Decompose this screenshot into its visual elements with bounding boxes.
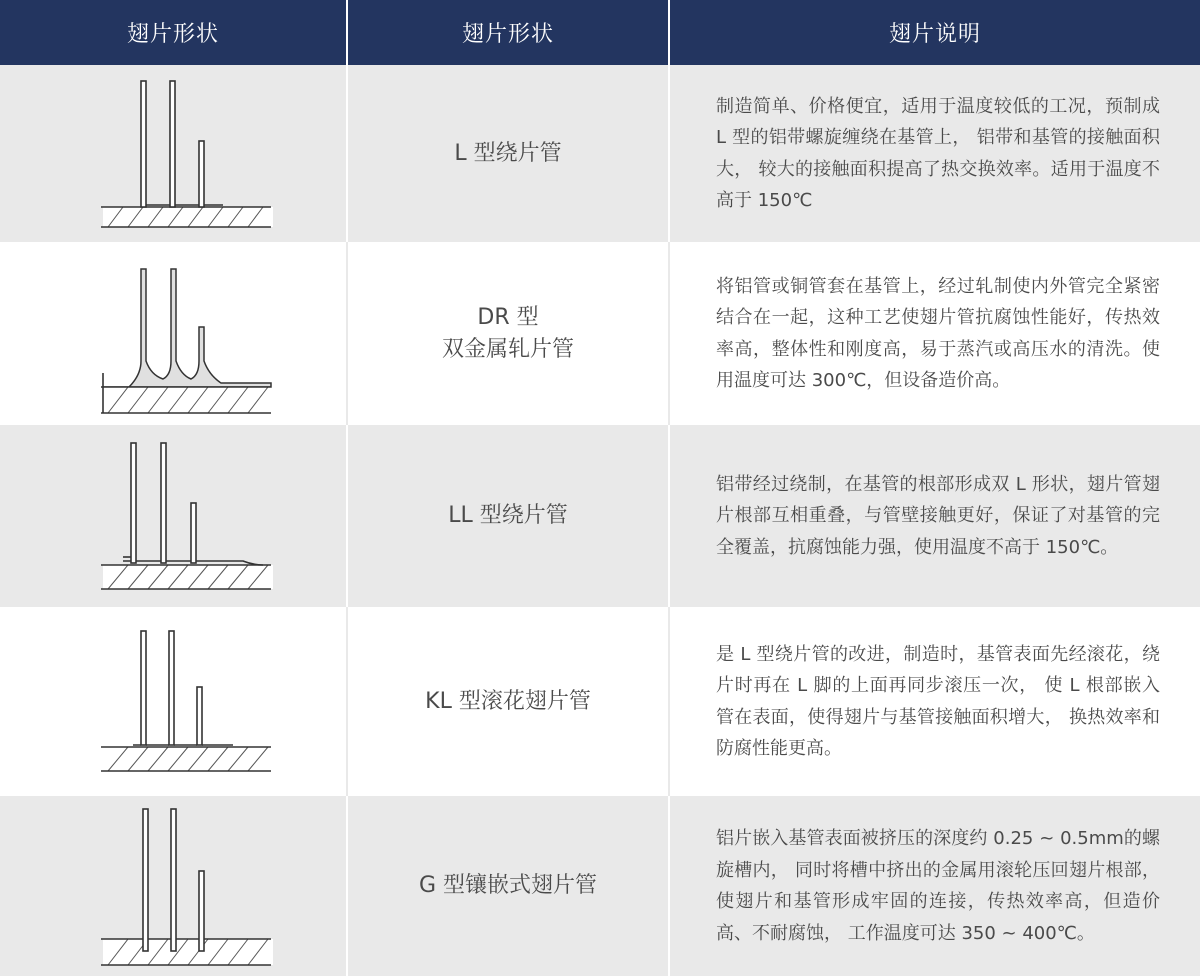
fin-name-cell — [348, 425, 670, 607]
fin-description-text: 铝片嵌入基管表面被挤压的深度约 0.25 ~ 0.5mm的螺旋槽内， 同时将槽中挤出的金属用滚轮压回翅片根部，使翅片和基管形成牢固的连接，传热效率高，但造价高、不耐腐蚀， 工作温度可达 350 ~ 400℃。 — [716, 828, 1160, 944]
fin-type-name: LL 型绕片管 — [448, 503, 568, 528]
kl-fin-diagram — [73, 617, 273, 787]
fin-diagram-cell — [0, 65, 348, 242]
fin-diagram-cell — [0, 425, 348, 607]
header-fin-shape-name: 翅片形状 — [348, 0, 670, 65]
header-fin-description: 翅片说明 — [888, 22, 981, 47]
table-header — [0, 0, 1200, 65]
fin-description-text: 是 L 型绕片管的改进，制造时，基管表面先经滚花，绕片时再在 L 脚的上面再同步滚压一次， 使 L 根部嵌入管在表面，使得翅片与基管接触面积增大， 换热效率和防腐性能更高。 — [716, 643, 1160, 759]
fin-description-text: 铝带经过绕制，在基管的根部形成双 L 形状，翅片管翅片根部互相重叠，与管壁接触更好，保证了对基管的完全覆盖，抗腐蚀能力强，使用温度不高于 150℃。 — [716, 473, 1160, 558]
fin-diagram-cell — [0, 796, 348, 976]
fin-description-cell — [670, 65, 1200, 242]
fin-description-cell — [670, 796, 1200, 976]
fin-type-subname: 双金属轧片管 — [441, 336, 574, 362]
fin-type-name: G 型镶嵌式翅片管 — [418, 873, 598, 898]
l-fin-diagram — [73, 69, 273, 239]
ll-fin-diagram — [73, 431, 273, 601]
fin-name-cell — [348, 607, 670, 796]
fin-type-name: DR 型 — [477, 304, 539, 330]
fin-description-cell — [670, 242, 1200, 425]
fin-description-cell — [670, 425, 1200, 607]
fin-name-cell — [348, 65, 670, 242]
fin-type-name: KL 型滚花翅片管 — [425, 688, 591, 714]
fin-type-name: L 型绕片管 — [454, 140, 562, 166]
fin-description-cell — [670, 607, 1200, 796]
table-row — [0, 796, 1200, 976]
fin-description-text: 制造简单、价格便宜，适用于温度较低的工况，预制成 L 型的铝带螺旋缠绕在基管上， 铝带和基管的接触面积大， 较大的接触面积提高了热交换效率。适用于温度不高于 150℃ — [716, 95, 1160, 211]
table-row — [0, 425, 1200, 607]
fin-description-text: 将铝管或铜管套在基管上，经过轧制使内外管完全紧密结合在一起，这种工艺使翅片管抗腐蚀性能好，传热效率高，整体性和刚度高，易于蒸汽或高压水的清洗。使用温度可达 300℃，但设备造价高。 — [716, 275, 1160, 391]
table-row — [0, 607, 1200, 796]
dr-fin-diagram — [73, 249, 273, 419]
table-row — [0, 65, 1200, 242]
fin-diagram-cell — [0, 607, 348, 796]
fin-name-cell — [348, 796, 670, 976]
table-row — [0, 242, 1200, 425]
fin-diagram-cell — [0, 242, 348, 425]
fin-name-cell — [348, 242, 670, 425]
g-fin-diagram — [73, 801, 273, 971]
header-fin-shape-diagram: 翅片形状 — [0, 0, 348, 65]
